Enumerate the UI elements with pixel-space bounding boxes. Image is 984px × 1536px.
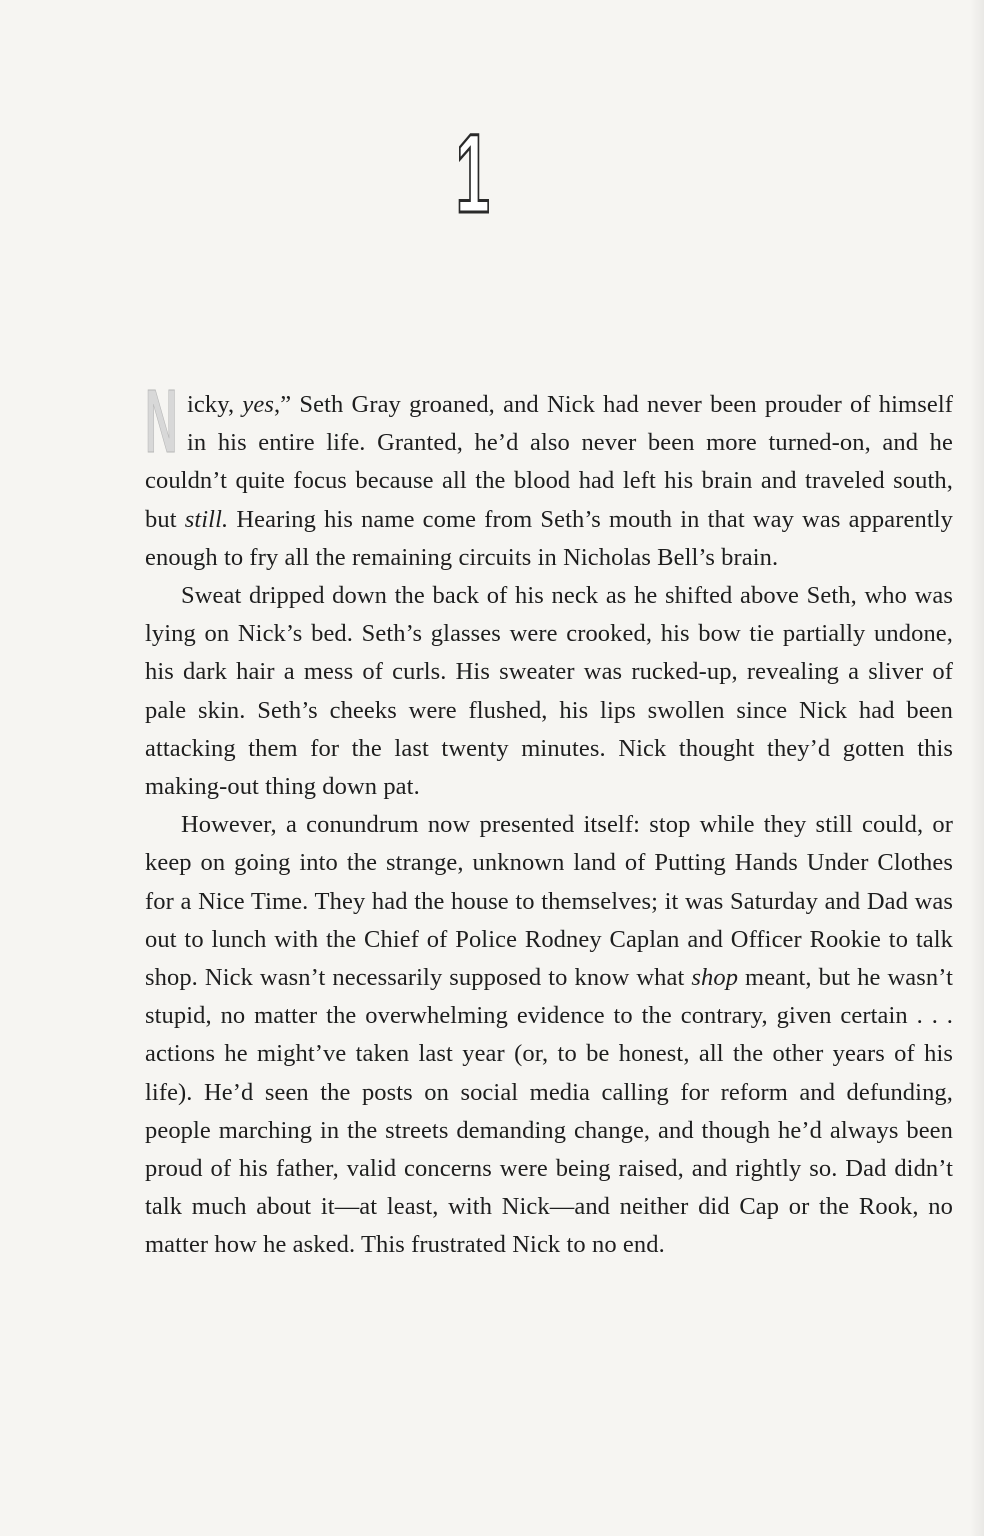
- paragraph-3: [145, 806, 953, 1264]
- paragraph-2: [145, 577, 953, 806]
- text-segment: meant, but he wasn’t stupid, no matter the overwhelming evidence to the contrary, given certain . . . actions he might’ve taken last year (or, to be honest, all the other years of his life). He’d seen the posts on social media calling for reform and defunding, people marching in the streets demanding change, and though he’d always been proud of his father, valid concerns were being raised, and rightly so. Dad didn’t talk much about it—at least, with Nick—and neither did Cap or the Rook, no matter how he asked. This frustrated Nick to no end.: [145, 964, 953, 1259]
- text-segment: Hearing his name come from Seth’s mouth in that way was apparently enough to fry all the remaining circuits in Nicholas Bell’s brain.: [145, 505, 953, 571]
- drop-cap: N: [145, 372, 178, 472]
- italic-text: yes: [242, 391, 274, 418]
- text-segment: icky,: [187, 391, 243, 418]
- body-text: [145, 372, 953, 1265]
- italic-text: still.: [184, 505, 229, 533]
- chapter-number: 1: [455, 111, 490, 236]
- italic-text: shop: [691, 964, 739, 992]
- text-segment: Sweat dripped down the back of his neck as he shifted above Seth, who was lying on Nick’s bed. Seth’s glasses were crooked, his bow tie partially undone, his dark hair a mess of curls. His sweater was rucked-up, revealing a sliver of pale skin. Seth’s cheeks were flushed, his lips swollen since Nick had been attacking them for the last twenty minutes. Nick thought they’d gotten this making-out thing down pat.: [145, 582, 953, 801]
- text-segment: ,” Seth Gray groaned, and Nick had never been prouder of himself in his entire life. Granted, he’d also never been more turned-on, and he couldn’t quite focus because all the blood had left his brain and traveled south, but: [145, 391, 953, 533]
- text-segment: However, a conundrum now presented itself: stop while they still could, or keep on going into the strange, unknown land of Putting Hands Under Clothes for a Nice Time. They had the house to themselves; it was Saturday and Dad was out to lunch with the Chief of Police Rodney Caplan and Officer Rookie to talk shop. Nick wasn’t necessarily supposed to know what: [145, 811, 953, 992]
- paragraph-1: [145, 372, 953, 577]
- page-edge-shadow: [970, 0, 984, 1536]
